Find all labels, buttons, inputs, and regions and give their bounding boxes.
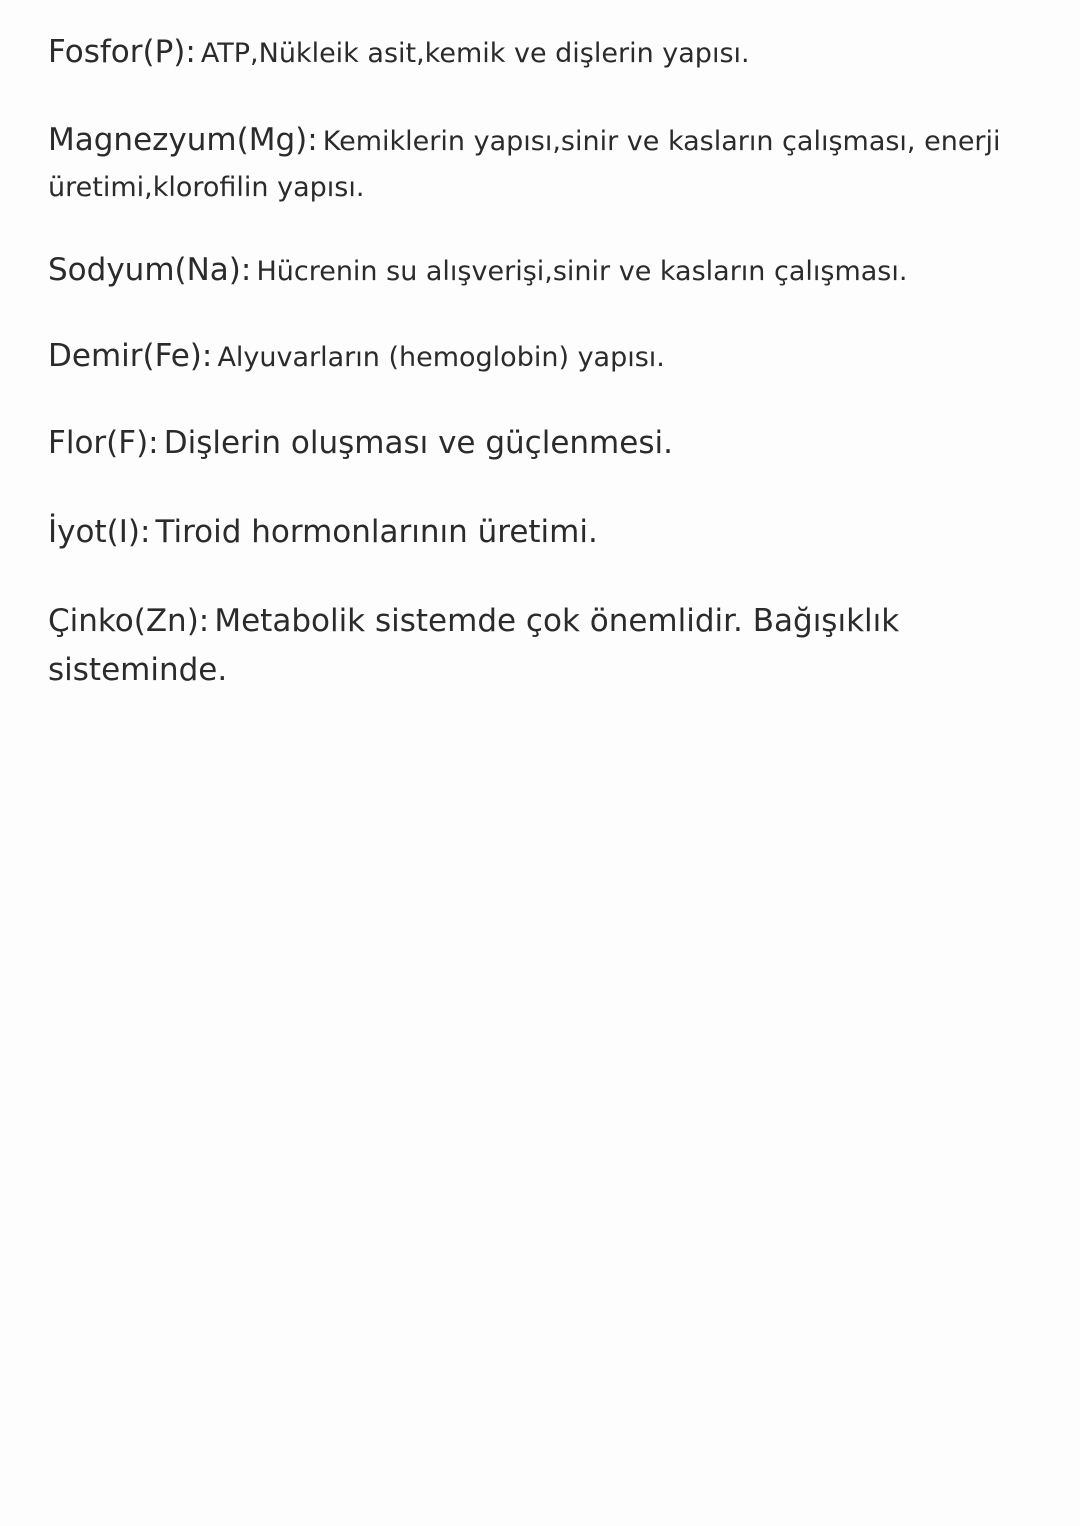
entry-description: Kemiklerin yapısı,sinir ve kasların çalışması, enerji üretimi,klorofilin yapısı. xyxy=(48,126,1001,203)
entry-fluorine xyxy=(48,421,1038,470)
entry-description: Metabolik sistemde çok önemlidir. Bağışıklık sisteminde. xyxy=(48,603,900,688)
entry-term: Fosfor(P): xyxy=(48,34,196,70)
entry-phosphorus xyxy=(48,30,1038,79)
entry-term: Çinko(Zn): xyxy=(48,603,210,639)
entry-iron xyxy=(48,334,1038,383)
entry-description: ATP,Nükleik asit,kemik ve dişlerin yapısı. xyxy=(200,38,750,69)
entry-zinc xyxy=(48,599,1038,697)
entry-description: Alyuvarların (hemoglobin) yapısı. xyxy=(217,342,665,373)
entry-term: Flor(F): xyxy=(48,425,159,461)
entry-term: Demir(Fe): xyxy=(48,338,213,374)
entry-description: Tiroid hormonlarının üretimi. xyxy=(155,514,598,550)
entry-magnesium xyxy=(48,119,1038,212)
entry-description: Hücrenin su alışverişi,sinir ve kasların çalışması. xyxy=(256,256,908,287)
entry-iodine xyxy=(48,510,1038,559)
entry-sodium xyxy=(48,248,1038,297)
entry-term: İyot(I): xyxy=(48,514,151,550)
entry-term: Sodyum(Na): xyxy=(48,252,252,288)
entry-term: Magnezyum(Mg): xyxy=(48,122,318,158)
entry-description: Dişlerin oluşması ve güçlenmesi. xyxy=(163,425,673,461)
